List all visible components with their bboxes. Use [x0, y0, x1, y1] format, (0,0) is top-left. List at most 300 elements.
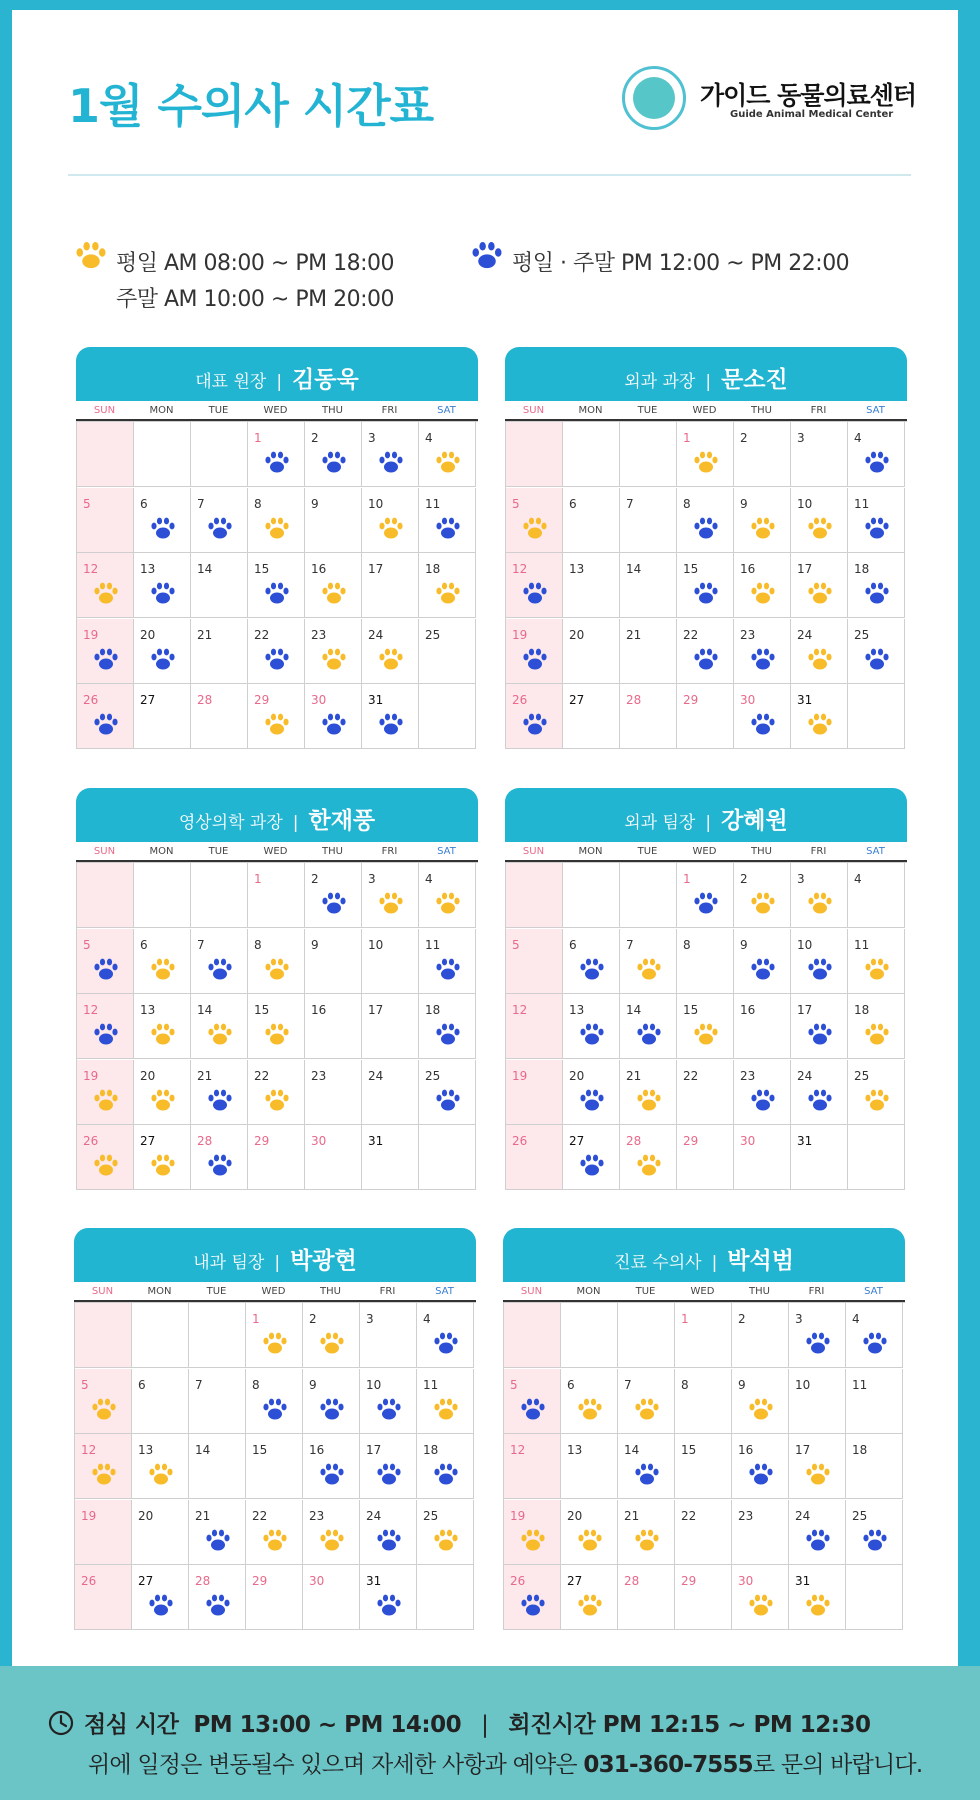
day-cell: [618, 1434, 675, 1499]
day-cell: [360, 1434, 417, 1499]
blue-paw-icon: [750, 647, 776, 671]
blue-paw-icon: [579, 957, 605, 981]
day-number: 14: [197, 562, 213, 576]
day-number: 19: [510, 1508, 526, 1523]
blue-paw-icon: [579, 1088, 605, 1112]
day-cell: [419, 929, 476, 994]
day-number: 18: [425, 1003, 441, 1017]
day-cell: [191, 684, 248, 749]
day-number: 20: [569, 627, 585, 642]
day-number: 16: [740, 1003, 756, 1017]
weekday-label: MON: [149, 846, 174, 857]
day-number: 18: [423, 1443, 439, 1457]
day-number: 16: [311, 562, 327, 576]
round-label: 회진시간: [508, 1712, 596, 1738]
doctor-calendar: [503, 1228, 905, 1630]
day-number: 10: [366, 1377, 382, 1392]
day-cell: [618, 1500, 675, 1565]
blue-paw-icon: [864, 450, 890, 474]
blue-paw-icon: [264, 647, 290, 671]
blue-paw-icon: [748, 1462, 774, 1486]
calendar-grid: [505, 421, 907, 749]
day-cell: [417, 1500, 474, 1565]
day-cell: [732, 1434, 789, 1499]
day-cell: [620, 619, 677, 684]
day-number: 24: [795, 1508, 811, 1523]
blue-paw-icon: [522, 647, 548, 671]
day-number: 22: [254, 627, 270, 642]
phone-number[interactable]: 031-360-7555: [583, 1752, 753, 1778]
day-number: 9: [740, 496, 748, 511]
day-number: 1: [254, 872, 262, 886]
day-cell: [360, 1500, 417, 1565]
day-cell: [618, 1303, 675, 1368]
day-cell: [504, 1565, 561, 1630]
day-number: 1: [683, 872, 691, 886]
day-cell: [791, 488, 848, 553]
doctor-name: 강혜원: [721, 808, 788, 834]
yellow-paw-icon: [693, 450, 719, 474]
day-number: 19: [83, 1068, 99, 1083]
day-cell: [417, 1303, 474, 1368]
day-cell: [248, 1125, 305, 1190]
day-cell: [77, 619, 134, 684]
day-number: 27: [569, 1134, 585, 1148]
day-cell: [248, 488, 305, 553]
day-number: 11: [423, 1377, 439, 1392]
yellow-paw-icon: [693, 1022, 719, 1046]
day-cell: [248, 994, 305, 1059]
day-cell: [677, 1060, 734, 1125]
day-cell: [305, 684, 362, 749]
day-cell: [419, 1125, 476, 1190]
day-cell: [134, 488, 191, 553]
day-cell: [417, 1565, 474, 1630]
blue-paw-icon: [435, 957, 461, 981]
blue-paw-icon: [376, 1593, 402, 1617]
weekday-label: TUE: [635, 1286, 656, 1297]
day-cell: [189, 1303, 246, 1368]
day-cell: [305, 553, 362, 618]
day-cell: [789, 1565, 846, 1630]
day-cell: [189, 1434, 246, 1499]
yellow-paw-icon: [522, 516, 548, 540]
day-number: 26: [83, 1134, 99, 1148]
day-cell: [134, 553, 191, 618]
day-number: 13: [569, 1003, 585, 1017]
day-number: 7: [626, 937, 634, 952]
weekday-label: FRI: [381, 405, 398, 416]
calendar-grid: [76, 862, 478, 1190]
day-number: 6: [140, 937, 148, 952]
day-number: 29: [681, 1574, 697, 1588]
page-title: 1월 수의사 시간표: [68, 79, 434, 133]
day-number: 30: [740, 693, 756, 707]
legend-blue: [470, 240, 850, 280]
doctor-calendar: [505, 788, 907, 1190]
day-number: 5: [81, 1377, 89, 1392]
blue-paw-icon: [376, 1397, 402, 1421]
round-time: PM 12:15 ~ PM 12:30: [602, 1712, 871, 1738]
day-cell: [362, 1060, 419, 1125]
day-number: 4: [852, 1312, 860, 1326]
day-number: 26: [512, 1134, 528, 1148]
day-cell: [618, 1565, 675, 1630]
day-number: 27: [140, 693, 156, 707]
day-number: 2: [740, 431, 748, 445]
day-cell: [561, 1434, 618, 1499]
blue-paw-icon: [376, 1462, 402, 1486]
day-cell: [77, 863, 134, 928]
day-cell: [620, 1125, 677, 1190]
day-number: 9: [309, 1377, 317, 1392]
day-number: 4: [854, 431, 862, 445]
day-cell: [134, 684, 191, 749]
weekday-row: [505, 842, 907, 862]
day-cell: [75, 1303, 132, 1368]
day-number: 31: [366, 1574, 382, 1588]
day-number: 8: [683, 496, 691, 511]
day-cell: [362, 994, 419, 1059]
day-cell: [734, 863, 791, 928]
day-number: 5: [83, 496, 91, 511]
blue-paw-icon: [636, 1022, 662, 1046]
day-cell: [791, 553, 848, 618]
yellow-paw-icon: [636, 1088, 662, 1112]
day-cell: [362, 619, 419, 684]
blue-paw-icon: [376, 1528, 402, 1552]
blue-paw-icon: [435, 516, 461, 540]
yellow-paw-icon: [150, 1022, 176, 1046]
day-cell: [419, 488, 476, 553]
day-cell: [246, 1369, 303, 1434]
day-cell: [791, 1125, 848, 1190]
day-cell: [303, 1565, 360, 1630]
day-number: 5: [512, 937, 520, 952]
day-cell: [732, 1369, 789, 1434]
yellow-paw-icon: [805, 1593, 831, 1617]
day-number: 31: [368, 693, 384, 707]
day-cell: [77, 994, 134, 1059]
day-cell: [620, 684, 677, 749]
yellow-paw-icon: [378, 891, 404, 915]
day-number: 5: [512, 496, 520, 511]
yellow-paw-icon: [807, 516, 833, 540]
day-cell: [506, 1060, 563, 1125]
logo-subtitle: Guide Animal Medical Center: [730, 109, 894, 120]
day-cell: [362, 929, 419, 994]
day-number: 10: [797, 937, 813, 952]
weekday-label: SUN: [93, 405, 116, 416]
weekday-label: SAT: [435, 1286, 454, 1297]
day-cell: [191, 994, 248, 1059]
yellow-paw-icon: [321, 647, 347, 671]
day-cell: [189, 1369, 246, 1434]
day-number: 21: [197, 627, 213, 642]
day-number: 1: [252, 1312, 260, 1326]
day-number: 8: [681, 1377, 689, 1392]
weekday-label: TUE: [208, 405, 229, 416]
day-cell: [506, 994, 563, 1059]
day-number: 15: [681, 1443, 697, 1457]
day-number: 7: [624, 1377, 632, 1392]
day-number: 9: [311, 937, 319, 952]
day-cell: [848, 929, 905, 994]
day-number: 8: [683, 937, 691, 952]
day-number: 22: [683, 1068, 699, 1083]
day-cell: [506, 422, 563, 487]
day-number: 3: [797, 872, 805, 886]
blue-paw-icon: [148, 1593, 174, 1617]
day-number: 4: [425, 872, 433, 886]
yellow-paw-icon: [433, 1397, 459, 1421]
lunch-label: 점심 시간: [84, 1712, 179, 1738]
day-cell: [191, 488, 248, 553]
weekday-label: THU: [322, 846, 343, 857]
day-number: 30: [309, 1574, 325, 1588]
day-number: 1: [681, 1312, 689, 1326]
yellow-paw-icon: [807, 581, 833, 605]
day-number: 17: [797, 1003, 813, 1017]
day-cell: [620, 994, 677, 1059]
blue-paw-icon: [93, 1022, 119, 1046]
clock-icon: [48, 1710, 74, 1736]
day-cell: [675, 1303, 732, 1368]
day-cell: [305, 863, 362, 928]
blue-paw-icon: [150, 647, 176, 671]
day-number: 4: [854, 872, 862, 886]
day-number: 13: [567, 1443, 583, 1457]
day-cell: [191, 863, 248, 928]
day-cell: [132, 1369, 189, 1434]
day-cell: [732, 1303, 789, 1368]
day-cell: [563, 929, 620, 994]
day-cell: [362, 553, 419, 618]
weekday-row: [505, 401, 907, 421]
yellow-paw-icon: [807, 712, 833, 736]
logo: [612, 54, 932, 144]
blue-paw-icon: [520, 1593, 546, 1617]
day-number: 10: [368, 496, 384, 511]
day-number: 3: [368, 872, 376, 886]
day-number: 14: [626, 1003, 642, 1017]
day-number: 7: [626, 496, 634, 511]
blue-paw-icon: [693, 516, 719, 540]
day-cell: [846, 1303, 903, 1368]
day-number: 28: [197, 1134, 213, 1148]
day-number: 9: [311, 496, 319, 511]
blue-paw-icon: [805, 1528, 831, 1552]
weekday-label: WED: [692, 405, 717, 416]
day-cell: [191, 929, 248, 994]
day-cell: [132, 1500, 189, 1565]
day-number: 6: [567, 1377, 575, 1392]
weekday-label: TUE: [637, 405, 658, 416]
day-cell: [561, 1565, 618, 1630]
notice-text: 위에 일정은 변동될수 있으며 자세한 사항과 예약은: [88, 1752, 584, 1778]
day-cell: [506, 863, 563, 928]
yellow-paw-icon: [864, 1088, 890, 1112]
yellow-paw-icon: [150, 1153, 176, 1177]
weekday-label: SAT: [437, 405, 456, 416]
yellow-paw-icon: [634, 1397, 660, 1421]
day-number: 6: [140, 496, 148, 511]
day-cell: [362, 1125, 419, 1190]
day-cell: [360, 1303, 417, 1368]
day-number: 15: [254, 1003, 270, 1017]
day-cell: [248, 1060, 305, 1125]
day-cell: [246, 1434, 303, 1499]
doctor-calendar: [74, 1228, 476, 1630]
yellow-paw-icon: [93, 581, 119, 605]
day-cell: [677, 488, 734, 553]
weekday-label: WED: [263, 846, 288, 857]
day-cell: [506, 929, 563, 994]
day-number: 15: [683, 562, 699, 576]
yellow-paw-icon: [807, 891, 833, 915]
day-cell: [561, 1500, 618, 1565]
day-number: 1: [683, 431, 691, 445]
day-number: 25: [425, 1068, 441, 1083]
yellow-paw-icon: [750, 891, 776, 915]
day-cell: [362, 488, 419, 553]
yellow-paw-icon: [148, 1462, 174, 1486]
day-cell: [419, 422, 476, 487]
day-number: 12: [81, 1443, 97, 1457]
day-cell: [563, 684, 620, 749]
day-number: 30: [740, 1134, 756, 1148]
day-number: 2: [738, 1312, 746, 1326]
day-cell: [189, 1565, 246, 1630]
yellow-paw-icon: [748, 1593, 774, 1617]
blue-paw-icon: [207, 1153, 233, 1177]
day-cell: [77, 553, 134, 618]
day-number: 14: [624, 1443, 640, 1457]
day-number: 8: [252, 1377, 260, 1392]
day-number: 12: [512, 562, 528, 576]
day-number: 14: [195, 1443, 211, 1457]
day-number: 24: [797, 627, 813, 642]
day-cell: [791, 684, 848, 749]
day-cell: [734, 1125, 791, 1190]
yellow-paw-icon: [319, 1528, 345, 1552]
lunch-time: PM 13:00 ~ PM 14:00: [193, 1712, 462, 1738]
day-cell: [789, 1369, 846, 1434]
blue-paw-icon: [93, 647, 119, 671]
blue-paw-icon: [750, 712, 776, 736]
day-cell: [563, 422, 620, 487]
day-number: 24: [368, 627, 384, 642]
day-number: 10: [368, 937, 384, 952]
weekday-label: THU: [751, 846, 772, 857]
weekday-row: [74, 1282, 476, 1302]
weekday-label: THU: [751, 405, 772, 416]
weekday-label: FRI: [810, 405, 827, 416]
day-cell: [248, 929, 305, 994]
day-number: 25: [852, 1508, 868, 1523]
calendar-header: 외과 과장 | 문소진: [505, 347, 907, 401]
blue-paw-icon: [264, 581, 290, 605]
day-number: 30: [311, 1134, 327, 1148]
blue-paw-icon: [207, 957, 233, 981]
day-cell: [677, 619, 734, 684]
yellow-paw-icon: [264, 957, 290, 981]
day-cell: [134, 619, 191, 684]
blue-paw-icon: [378, 450, 404, 474]
day-number: 24: [366, 1508, 382, 1523]
day-cell: [189, 1500, 246, 1565]
weekday-label: SUN: [520, 1286, 543, 1297]
day-cell: [675, 1500, 732, 1565]
blue-paw-icon: [750, 957, 776, 981]
blue-paw-icon: [321, 450, 347, 474]
day-number: 15: [254, 562, 270, 576]
day-cell: [789, 1303, 846, 1368]
doctor-calendar: [505, 347, 907, 749]
day-cell: [506, 684, 563, 749]
weekday-label: WED: [261, 1286, 286, 1297]
day-cell: [246, 1303, 303, 1368]
day-number: 11: [425, 937, 441, 952]
day-cell: [191, 422, 248, 487]
day-number: 27: [138, 1574, 154, 1588]
day-number: 16: [311, 1003, 327, 1017]
yellow-paw-icon: [807, 647, 833, 671]
calendar-grid: [503, 1302, 905, 1630]
day-cell: [132, 1434, 189, 1499]
weekday-label: TUE: [208, 846, 229, 857]
day-number: 6: [138, 1377, 146, 1392]
weekday-label: MON: [147, 1286, 172, 1297]
day-cell: [134, 994, 191, 1059]
day-cell: [362, 684, 419, 749]
day-number: 31: [795, 1574, 811, 1588]
day-cell: [734, 1060, 791, 1125]
day-cell: [77, 684, 134, 749]
day-number: 26: [512, 693, 528, 707]
day-number: 20: [567, 1508, 583, 1523]
yellow-paw-icon: [74, 240, 108, 270]
day-number: 16: [309, 1443, 325, 1457]
day-number: 25: [425, 627, 441, 642]
day-cell: [791, 929, 848, 994]
day-cell: [504, 1434, 561, 1499]
day-cell: [506, 488, 563, 553]
day-cell: [563, 994, 620, 1059]
yellow-paw-icon: [378, 647, 404, 671]
day-number: 5: [83, 937, 91, 952]
day-number: 16: [738, 1443, 754, 1457]
day-cell: [846, 1500, 903, 1565]
day-cell: [506, 553, 563, 618]
blue-paw-icon: [93, 712, 119, 736]
weekday-label: SUN: [522, 405, 545, 416]
day-number: 20: [140, 1068, 156, 1083]
doctor-role: 영상의학 과장: [178, 813, 283, 833]
day-cell: [791, 619, 848, 684]
yellow-paw-icon: [864, 957, 890, 981]
day-cell: [134, 1125, 191, 1190]
doctor-calendar: [76, 347, 478, 749]
day-cell: [620, 863, 677, 928]
day-number: 28: [626, 1134, 642, 1148]
blue-paw-icon: [93, 957, 119, 981]
yellow-paw-icon: [91, 1462, 117, 1486]
doctor-name: 김동욱: [292, 367, 359, 393]
yellow-paw-icon: [264, 1022, 290, 1046]
day-cell: [620, 553, 677, 618]
day-number: 11: [425, 496, 441, 511]
